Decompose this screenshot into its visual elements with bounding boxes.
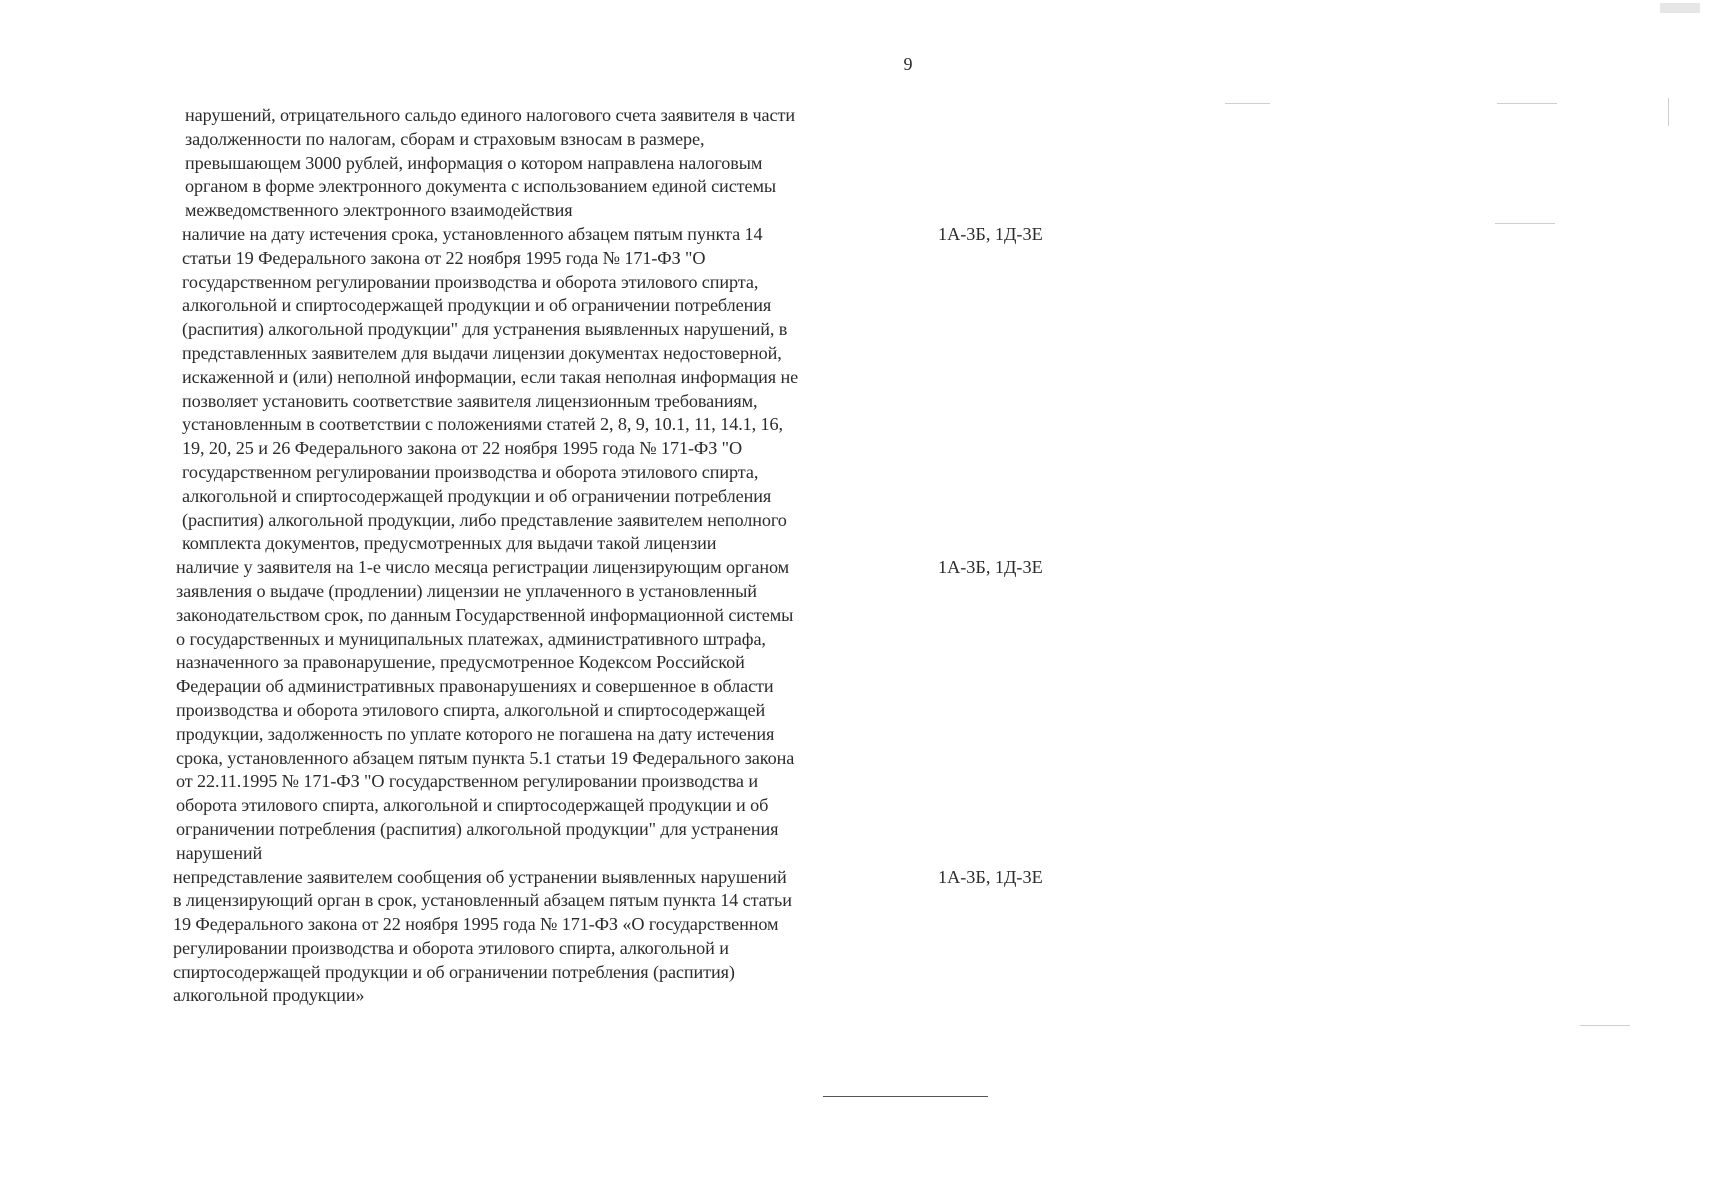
- text-line: нарушений, отрицательного сальдо единого налогового счета заявителя в части: [185, 105, 795, 125]
- text-line: алкогольной и спиртосодержащей продукции и об ограничении потребления: [182, 485, 772, 506]
- text-line: заявления о выдаче (продлении) лицензии не уплаченного в установленный: [176, 580, 757, 601]
- text-line: оборота этилового спирта, алкогольной и спиртосодержащей продукции и об: [176, 795, 769, 816]
- text-line: статьи 19 Федерального закона от 22 ноября 1995 года № 171-ФЗ "О: [182, 247, 706, 268]
- text-line: производства и оборота этилового спирта, алкогольной и спиртосодержащей: [176, 699, 766, 720]
- table-row: [170, 866, 1170, 1009]
- scan-artifact: [1660, 3, 1700, 13]
- document-body: [170, 104, 1170, 1008]
- text-line: срока, установленного абзацем пятым пункта 5.1 статьи 19 Федерального закона: [176, 747, 795, 768]
- text-line: 19, 20, 25 и 26 Федерального закона от 22 ноября 1995 года № 171-ФЗ "О: [182, 438, 743, 459]
- text-line: алкогольной продукции»: [173, 985, 365, 1006]
- text-line: государственном регулировании производства и оборота этилового спирта,: [182, 461, 759, 482]
- text-line: (распития) алкогольной продукции" для устранения выявленных нарушений, в: [182, 319, 788, 340]
- text-line: регулировании производства и оборота этилового спирта, алкогольной и: [173, 937, 729, 958]
- scan-artifact: [1668, 98, 1669, 126]
- text-line: искаженной и (или) неполной информации, если такая неполная информация не: [182, 366, 799, 387]
- text-line: установленным в соответствии с положениями статей 2, 8, 9, 10.1, 11, 14.1, 16,: [182, 414, 783, 435]
- text-line: продукции, задолженность по уплате которого не погашена на дату истечения: [176, 723, 775, 744]
- page-number: 9: [903, 54, 913, 74]
- text-line: в лицензирующий орган в срок, установленный абзацем пятым пункта 14 статьи: [173, 890, 792, 911]
- row-code: 1А-3Б, 1Д-3Е: [938, 557, 1043, 578]
- table-row: [170, 556, 1170, 865]
- text-line: от 22.11.1995 № 171-ФЗ "О государственном регулировании производства и: [176, 771, 758, 792]
- row-text: [185, 104, 915, 223]
- footer-rule: [823, 1096, 988, 1097]
- text-line: превышающем 3000 рублей, информация о котором направлена налоговым: [185, 152, 763, 173]
- text-line: алкогольной и спиртосодержащей продукции и об ограничении потребления: [182, 295, 772, 316]
- row-text: [182, 223, 915, 556]
- text-line: комплекта документов, предусмотренных для выдачи такой лицензии: [182, 533, 717, 554]
- text-line: назначенного за правонарушение, предусмотренное Кодексом Российской: [176, 652, 745, 673]
- text-line: 19 Федерального закона от 22 ноября 1995 года № 171-ФЗ «О государственном: [173, 914, 779, 935]
- scan-artifact: [1495, 223, 1555, 224]
- text-line: (распития) алкогольной продукции, либо представление заявителем неполного: [182, 509, 787, 530]
- row-code: 1А-3Б, 1Д-3Е: [938, 223, 1043, 244]
- table-row: [170, 104, 1170, 223]
- text-line: Федерации об административных правонарушениях и совершенное в области: [176, 676, 774, 697]
- scan-artifact: [1225, 103, 1270, 104]
- table-row: [170, 223, 1170, 556]
- row-text: [176, 556, 915, 865]
- row-code: 1А-3Б, 1Д-3Е: [938, 866, 1043, 887]
- text-line: законодательством срок, по данным Государственной информационной системы: [176, 604, 794, 625]
- text-line: спиртосодержащей продукции и об ограничении потребления (распития): [173, 961, 735, 982]
- text-line: позволяет установить соответствие заявителя лицензионным требованиям,: [182, 390, 758, 411]
- text-line: нарушений: [176, 842, 263, 863]
- text-line: ограничении потребления (распития) алкогольной продукции" для устранения: [176, 818, 779, 839]
- text-line: представленных заявителем для выдачи лицензии документах недостоверной,: [182, 342, 782, 363]
- text-line: о государственных и муниципальных платежах, административного штрафа,: [176, 628, 766, 649]
- text-line: непредставление заявителем сообщения об устранении выявленных нарушений: [173, 866, 787, 887]
- text-line: государственном регулировании производства и оборота этилового спирта,: [182, 271, 759, 292]
- text-line: задолженности по налогам, сборам и страховым взносам в размере,: [185, 128, 705, 149]
- text-line: наличие на дату истечения срока, установленного абзацем пятым пункта 14: [182, 223, 763, 244]
- scan-artifact: [1497, 103, 1557, 104]
- text-line: наличие у заявителя на 1-е число месяца регистрации лицензирующим органом: [176, 557, 790, 578]
- text-line: межведомственного электронного взаимодействия: [185, 200, 573, 221]
- row-text: [173, 866, 915, 1009]
- text-line: органом в форме электронного документа с использованием единой системы: [185, 176, 777, 197]
- scan-artifact: [1580, 1025, 1630, 1026]
